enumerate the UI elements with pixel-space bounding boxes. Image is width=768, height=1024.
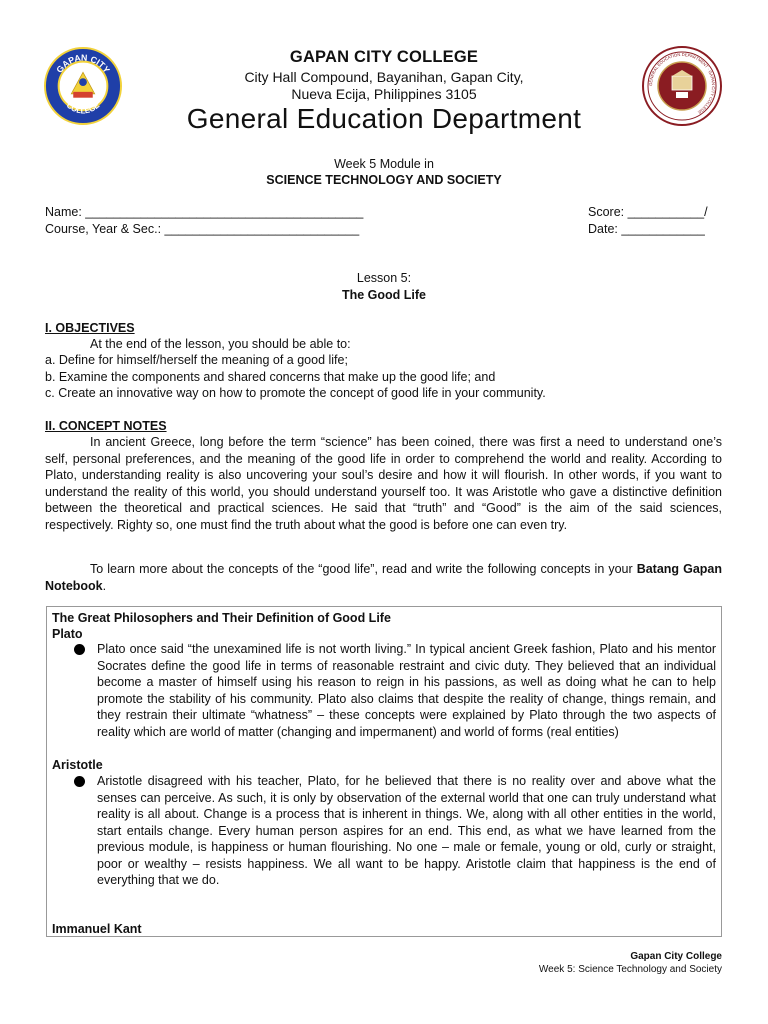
- seal-ring-text: GENERAL EDUCATION DEPARTMENT · GAPAN CITY COLLEGE: [647, 51, 717, 116]
- kant-heading: Immanuel Kant: [52, 922, 142, 936]
- objectives-heading: I. OBJECTIVES: [45, 321, 135, 335]
- name-field: Name: ________________________________________: [45, 205, 364, 219]
- bullet-icon: [74, 644, 85, 655]
- objectives-intro: At the end of the lesson, you should be able to:: [90, 337, 351, 351]
- seal-year-left: 20: [61, 85, 67, 91]
- footer-college: Gapan City College: [630, 951, 722, 962]
- bullet-icon: [74, 776, 85, 787]
- concept-notes-heading: II. CONCEPT NOTES: [45, 419, 167, 433]
- general-education-seal-icon: [642, 46, 722, 126]
- instruction-text: To learn more about the concepts of the “good life”, read and write the following concepts in your: [90, 562, 637, 576]
- department-title: General Education Department: [186, 103, 582, 134]
- seal-year-right: 10: [99, 85, 105, 91]
- lesson-number: Lesson 5:: [356, 271, 412, 285]
- plato-heading: Plato: [52, 627, 83, 641]
- course-field: Course, Year & Sec.: ____________________________: [45, 222, 360, 236]
- aristotle-text: Aristotle disagreed with his teacher, Plato, for he believed that there is no reality over and above what the senses can perceive. As such, it is only by observation of the external world that one can truly understand what reality is all about. Change is a process that is inherent in things. We, along with all other entities in the world, start entails change. Every human person aspires for an end. This end, as what we have learned from the previous module, is happiness or human flourishing. No one – male or female, young or old, curly or straight, poor or wealthy – resists happiness. We all want to be happy. Aristotle claim that happiness is the end of everything that we do.: [97, 774, 716, 887]
- aristotle-heading: Aristotle: [52, 758, 103, 772]
- objective-item: b. Examine the components and shared concerns that make up the good life; and: [45, 370, 496, 384]
- module-week: Week 5 Module in: [334, 157, 434, 171]
- footer-course: Week 5: Science Technology and Society: [538, 964, 722, 975]
- gapan-city-college-seal-icon: [44, 47, 122, 125]
- concept-notes-instruction: [45, 561, 722, 594]
- address-line-1: City Hall Compound, Bayanihan, Gapan City,: [244, 69, 524, 85]
- instruction-end: .: [102, 578, 107, 593]
- concept-notes-body: In ancient Greece, long before the term “science” has been coined, there was first a need to understand one’s self, personal preferences, and the meaning of the good life in order to comprehend the world and reality. According to Plato, understanding reality is also uncovering your soul’s desire and how it will flourish. In other words, if you want to understand the reality of this world, you should understand yourself too. It was Aristotle who gave a distinctive definition between the theoretical and practical sciences. He said that “truth” and “Good” is the aim of the said sciences, respectively. Righty so, one must find the truth about what the good is before one can even try.: [45, 435, 722, 532]
- lesson-title: The Good Life: [341, 288, 427, 302]
- philosophers-box-title: The Great Philosophers and Their Definition of Good Life: [52, 611, 391, 625]
- seal-bottom-text: COLLEGE: [64, 100, 102, 116]
- plato-text: Plato once said “the unexamined life is not worth living.” In typical ancient Greek fashion, Plato and his mentor Socrates define the good life in terms of reasonable restraint and civic duty. They believed that an individual become a master of himself using his reason to reign in his passions, as well as doing what he can to help promote the stability of his community. Plato also claims that despite the reality of change, things remain, and they restrain their ultimate “whatness” – these concepts were explained by Plato through the two aspects of reality which are world of matter (changing and impermanent) and world of forms (real entities): [97, 642, 716, 739]
- score-field: Score: ___________/: [588, 205, 708, 219]
- date-field: Date: ____________: [588, 222, 705, 236]
- objective-item: a. Define for himself/herself the meaning of a good life;: [45, 353, 348, 367]
- college-name: GAPAN CITY COLLEGE: [289, 48, 479, 66]
- objective-item: c. Create an innovative way on how to promote the concept of good life in your community.: [45, 386, 546, 400]
- module-subject: SCIENCE TECHNOLOGY AND SOCIETY: [266, 173, 502, 187]
- seal-top-text: GAPAN CITY: [54, 52, 112, 75]
- address-line-2: Nueva Ecija, Philippines 3105: [291, 86, 477, 102]
- notebook-name: Batang Gapan Notebook: [45, 562, 722, 593]
